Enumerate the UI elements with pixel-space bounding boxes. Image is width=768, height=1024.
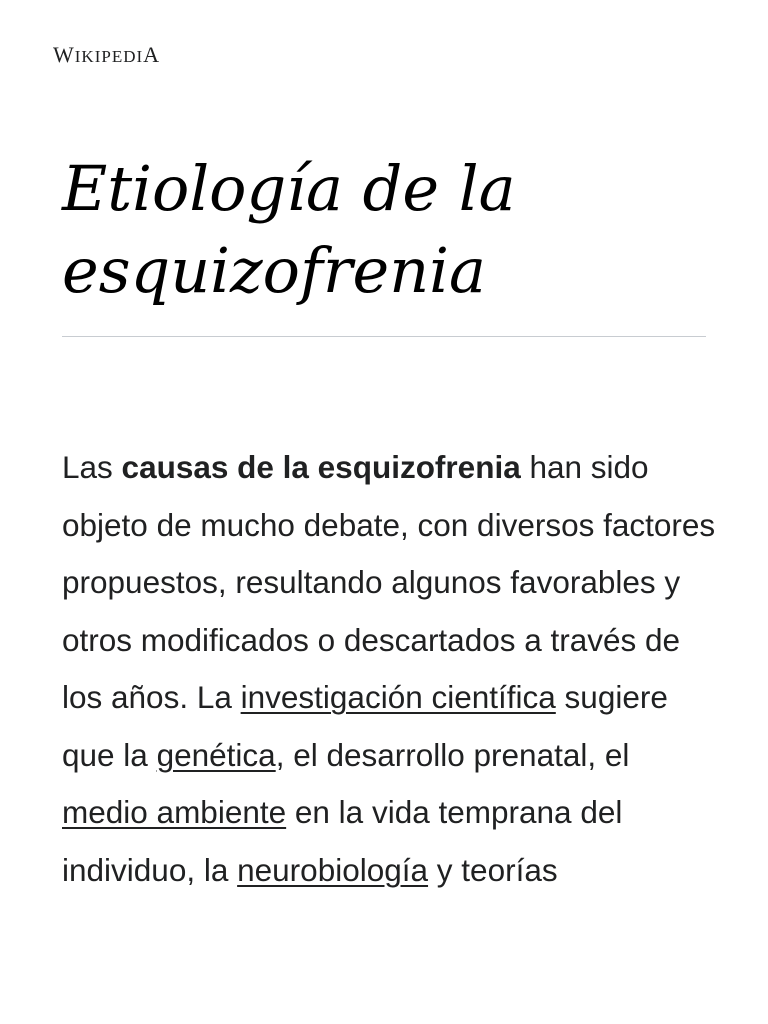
link-investigacion-cientifica[interactable]: investigación científica (240, 679, 556, 715)
intro-paragraph (62, 439, 722, 899)
link-genetica[interactable]: genética (156, 736, 276, 773)
wikipedia-wordmark[interactable] (53, 42, 160, 68)
intro-bold-term: causas de la esquizofrenia (121, 449, 521, 485)
wordmark-middle: IKIPEDI (74, 47, 144, 66)
intro-text: han sido objeto de mucho debate, con diversos factores propuestos, resultando algunos favorables y otros modificados o descartados a través de los años. La (62, 449, 716, 715)
intro-text: y teorías (428, 851, 558, 888)
intro-text: sugiere que la (62, 679, 668, 773)
title-divider (62, 336, 706, 337)
intro-text: en la vida temprana del individuo, la (62, 794, 623, 888)
intro-text: , el desarrollo prenatal, el (275, 736, 630, 773)
link-medio-ambiente[interactable]: medio ambiente (62, 794, 287, 830)
wordmark-last-letter: A (143, 42, 161, 67)
page-title: Etiología de la esquizofrenia (62, 152, 516, 307)
link-neurobiologia[interactable]: neurobiología (237, 851, 429, 888)
intro-text: Las (62, 449, 122, 485)
wordmark-first-letter: W (53, 42, 75, 67)
